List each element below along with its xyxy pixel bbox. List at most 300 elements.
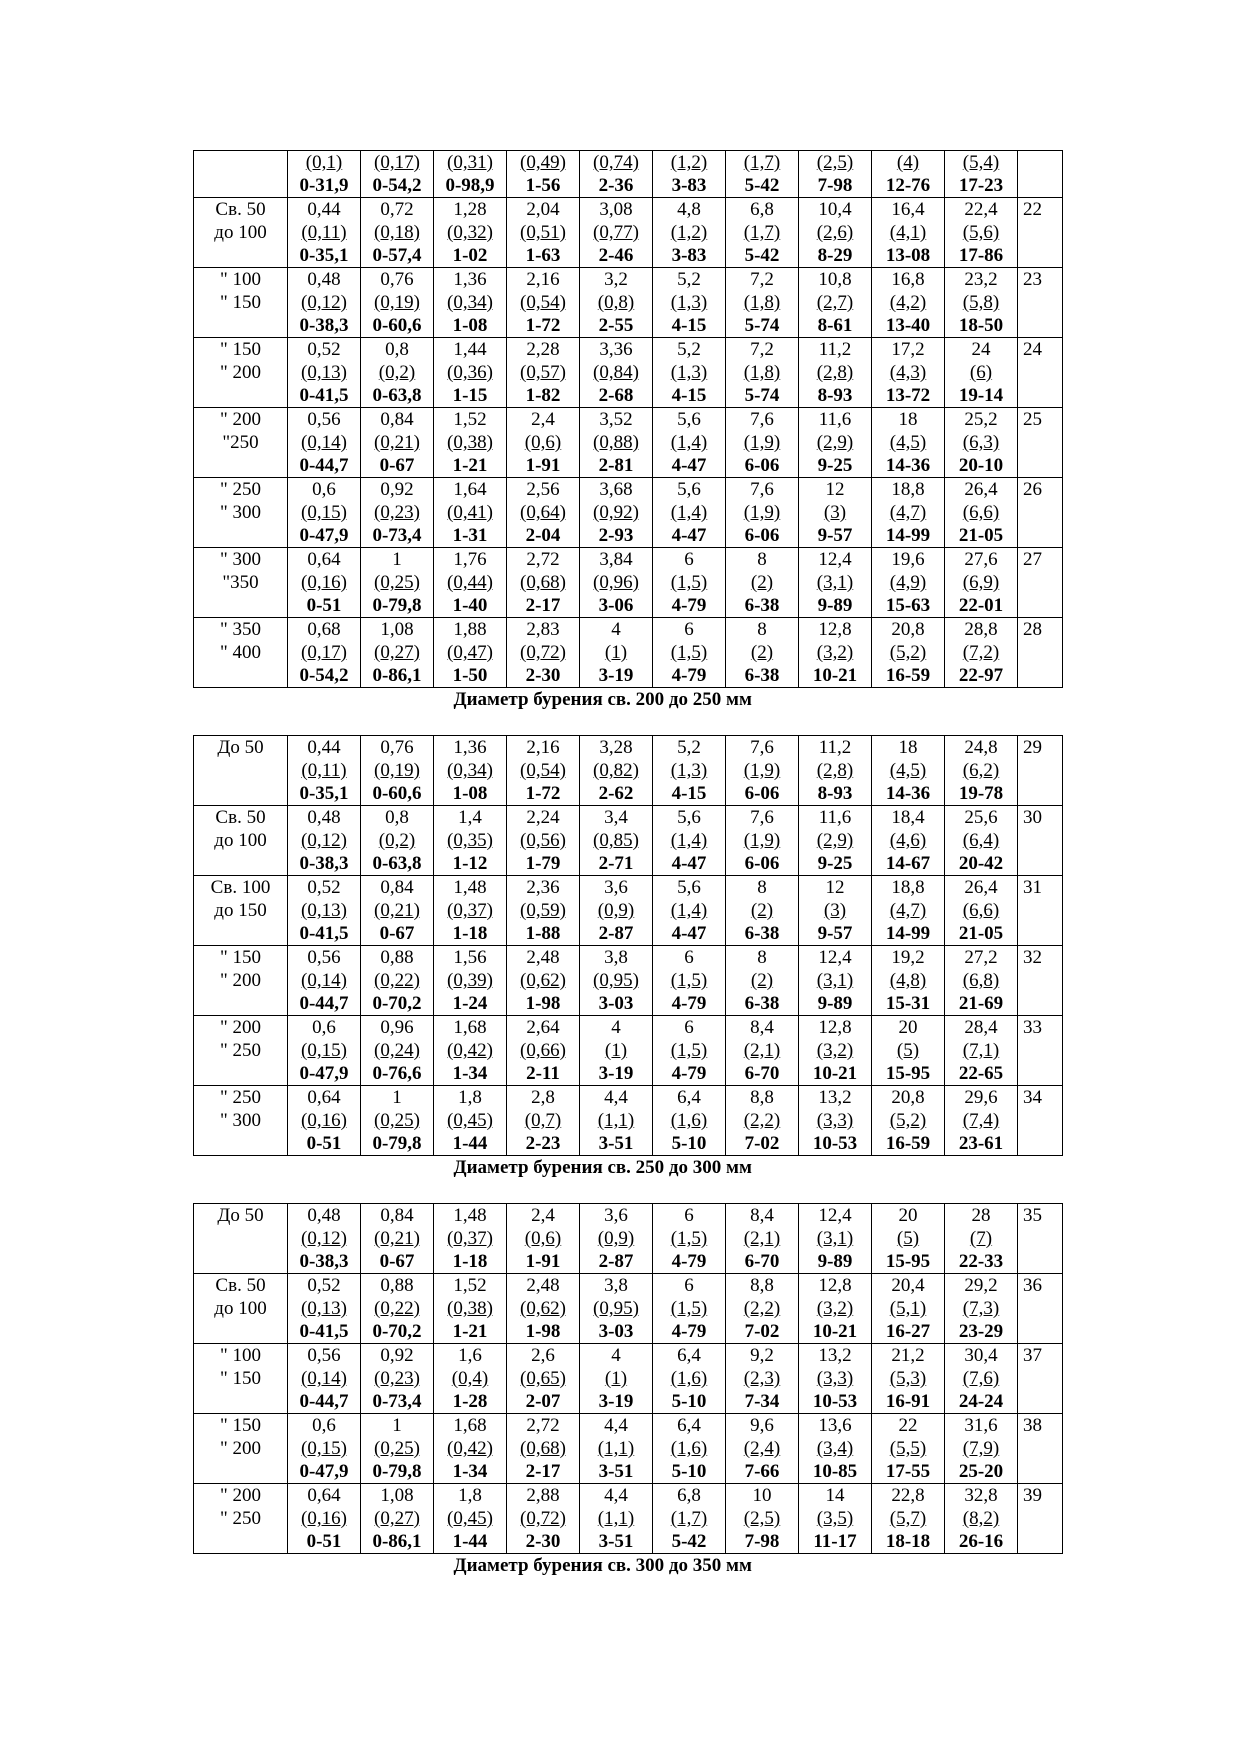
norm-value: 27,6 — [964, 549, 998, 570]
norm-value-secondary: (0,72) — [520, 642, 566, 663]
price-value: 3-19 — [598, 1391, 634, 1412]
norm-value: 8 — [757, 549, 767, 570]
price-value: 16-27 — [885, 1321, 931, 1342]
norm-value-secondary: (0,23) — [374, 502, 420, 523]
price-value: 2-30 — [525, 1531, 561, 1552]
price-value: 3-51 — [598, 1133, 634, 1154]
rate-cell — [288, 1086, 361, 1156]
norm-value-secondary: (1,9) — [743, 432, 781, 453]
rate-cell — [945, 1274, 1018, 1344]
rate-cell — [872, 806, 945, 876]
norm-value: 1,52 — [453, 1275, 487, 1296]
price-value: 0-54,2 — [372, 175, 422, 196]
rate-cell — [288, 1344, 361, 1414]
rate-cell — [507, 548, 580, 618]
rate-cell — [507, 736, 580, 806]
price-value: 0-51 — [306, 1133, 342, 1154]
rate-cell — [580, 268, 653, 338]
norm-value: 1,8 — [458, 1087, 482, 1108]
norm-value: 0,56 — [307, 1345, 341, 1366]
price-value: 6-70 — [744, 1251, 780, 1272]
norm-value-secondary: (1,4) — [670, 830, 708, 851]
price-value: 2-68 — [598, 385, 634, 406]
price-value: 4-47 — [671, 853, 707, 874]
rate-cell — [799, 618, 872, 688]
norm-value: 11,2 — [818, 339, 852, 360]
norm-value-secondary: (0,6) — [524, 432, 562, 453]
norm-value-secondary: (0,64) — [520, 502, 566, 523]
norm-value: 9,6 — [750, 1415, 774, 1436]
norm-value: 17,2 — [891, 339, 925, 360]
norm-value: 7,6 — [750, 409, 774, 430]
price-value: 1-98 — [525, 993, 561, 1014]
range-from: " 100 — [219, 1345, 261, 1366]
norm-value-secondary: (5,8) — [962, 292, 1000, 313]
rate-cell — [653, 408, 726, 478]
price-value: 0-86,1 — [372, 1531, 422, 1552]
rate-cell — [361, 478, 434, 548]
price-value: 5-74 — [744, 385, 780, 406]
table-row — [194, 151, 1063, 198]
price-value: 1-18 — [452, 1251, 488, 1272]
price-value: 0-60,6 — [372, 315, 422, 336]
price-value: 4-15 — [671, 385, 707, 406]
rate-cell — [872, 876, 945, 946]
norm-value: 28,4 — [964, 1017, 998, 1038]
norm-value-secondary: (4,9) — [889, 572, 927, 593]
rate-cell — [507, 946, 580, 1016]
norm-value-secondary: (0,45) — [447, 1508, 493, 1529]
price-value: 0-35,1 — [299, 245, 349, 266]
rate-cell — [945, 1086, 1018, 1156]
range-from: Св. 100 — [210, 877, 271, 898]
range-from: " 150 — [219, 947, 261, 968]
price-value: 3-51 — [598, 1461, 634, 1482]
price-value: 10-53 — [812, 1133, 858, 1154]
rate-cell — [726, 198, 799, 268]
norm-value-secondary: (2,3) — [743, 1368, 781, 1389]
norm-value: 20 — [898, 1017, 918, 1038]
norm-value-secondary: (0,56) — [520, 830, 566, 851]
norm-value-secondary: (0,66) — [520, 1040, 566, 1061]
rate-cell — [726, 1344, 799, 1414]
rate-cell — [580, 478, 653, 548]
norm-value-secondary: (0,45) — [447, 1110, 493, 1131]
norm-value-secondary: (7) — [969, 1228, 993, 1249]
norm-value: 1,4 — [458, 807, 482, 828]
price-value: 1-02 — [452, 245, 488, 266]
rate-cell — [945, 151, 1018, 198]
norm-value-secondary: (2,2) — [743, 1298, 781, 1319]
price-value: 4-47 — [671, 525, 707, 546]
price-value: 17-55 — [885, 1461, 931, 1482]
rate-cell — [507, 151, 580, 198]
norm-value: 14 — [825, 1485, 845, 1506]
price-value: 1-08 — [452, 783, 488, 804]
norm-value-secondary: (1) — [604, 642, 628, 663]
rate-cell — [726, 1086, 799, 1156]
price-value: 4-79 — [671, 1321, 707, 1342]
norm-value: 0,68 — [307, 619, 341, 640]
norm-value-secondary: (1,8) — [743, 362, 781, 383]
price-value: 0-47,9 — [299, 525, 349, 546]
norm-value-secondary: (3,1) — [816, 1228, 854, 1249]
range-to: до 150 — [214, 900, 267, 921]
price-value: 17-86 — [958, 245, 1004, 266]
norm-value: 4,4 — [604, 1485, 628, 1506]
norm-value: 4 — [611, 1017, 621, 1038]
norm-value-secondary: (4,7) — [889, 900, 927, 921]
norm-value-secondary: (0,12) — [301, 830, 347, 851]
price-value: 21-05 — [958, 923, 1004, 944]
range-to: "250 — [222, 432, 259, 453]
norm-value: 2,8 — [531, 1087, 555, 1108]
norm-value: 6,4 — [677, 1345, 701, 1366]
rate-cell — [726, 1016, 799, 1086]
price-value: 6-38 — [744, 665, 780, 686]
norm-value: 22,4 — [964, 199, 998, 220]
price-value: 9-57 — [817, 923, 853, 944]
norm-value: 1,36 — [453, 737, 487, 758]
norm-value-secondary: (1,6) — [670, 1438, 708, 1459]
price-value: 15-95 — [885, 1063, 931, 1084]
price-value: 0-70,2 — [372, 993, 422, 1014]
norm-value: 5,6 — [677, 479, 701, 500]
price-value: 25-20 — [958, 1461, 1004, 1482]
norm-value: 11,6 — [818, 409, 852, 430]
norm-value-secondary: (0,13) — [301, 362, 347, 383]
rate-cell — [507, 618, 580, 688]
rate-cell — [580, 1344, 653, 1414]
norm-value-secondary: (0,13) — [301, 900, 347, 921]
price-value: 2-93 — [598, 525, 634, 546]
range-to: " 250 — [219, 1508, 261, 1529]
norm-value: 0,48 — [307, 269, 341, 290]
norm-value-secondary: (4,8) — [889, 970, 927, 991]
norm-value-secondary: (2,2) — [743, 1110, 781, 1131]
price-value: 1-56 — [525, 175, 561, 196]
rate-cell — [726, 946, 799, 1016]
norm-value-secondary: (0,47) — [447, 642, 493, 663]
price-value: 1-18 — [452, 923, 488, 944]
norm-value-secondary: (0,11) — [301, 760, 347, 781]
norm-value-secondary: (1,1) — [597, 1508, 635, 1529]
norm-value: 5,2 — [677, 269, 701, 290]
price-value: 0-63,8 — [372, 853, 422, 874]
norm-value: 24,8 — [964, 737, 998, 758]
norm-value: 16,4 — [891, 199, 925, 220]
norm-value-secondary: (0,38) — [447, 1298, 493, 1319]
norm-value: 0,6 — [312, 1415, 336, 1436]
rate-cell — [799, 1086, 872, 1156]
row-number: 24 — [1018, 338, 1063, 408]
range-from: " 200 — [219, 409, 261, 430]
price-value: 0-31,9 — [299, 175, 349, 196]
norm-value-secondary: (4,7) — [889, 502, 927, 523]
price-value: 1-21 — [452, 1321, 488, 1342]
price-value: 1-34 — [452, 1063, 488, 1084]
rate-cell — [434, 1274, 507, 1344]
norm-value-secondary: (2) — [750, 572, 774, 593]
price-value: 1-72 — [525, 783, 561, 804]
norm-value-secondary: (2) — [750, 642, 774, 663]
table-row — [194, 1414, 1063, 1484]
price-value: 2-17 — [525, 1461, 561, 1482]
norm-value: 3,52 — [599, 409, 633, 430]
norm-value-secondary: (4,3) — [889, 362, 927, 383]
row-number: 37 — [1018, 1344, 1063, 1414]
rate-cell — [653, 151, 726, 198]
price-value: 13-72 — [885, 385, 931, 406]
rate-cell — [361, 151, 434, 198]
price-value: 0-86,1 — [372, 665, 422, 686]
norm-value-secondary: (0,9) — [597, 900, 635, 921]
norm-value-secondary: (0,54) — [520, 292, 566, 313]
price-value: 11-17 — [813, 1531, 857, 1552]
price-value: 0-38,3 — [299, 1251, 349, 1272]
norm-value-secondary: (0,19) — [374, 760, 420, 781]
range-to: "350 — [222, 572, 259, 593]
rate-cell — [799, 946, 872, 1016]
norm-value-secondary: (0,51) — [520, 222, 566, 243]
price-value: 10-85 — [812, 1461, 858, 1482]
norm-value-secondary: (4,5) — [889, 760, 927, 781]
price-value: 7-98 — [744, 1531, 780, 1552]
norm-value-secondary: (5,4) — [962, 152, 1000, 173]
norm-value: 5,6 — [677, 877, 701, 898]
depth-range-label — [194, 198, 288, 268]
norm-value-secondary: (1,5) — [670, 970, 708, 991]
rate-cell — [288, 618, 361, 688]
price-value: 21-05 — [958, 525, 1004, 546]
norm-value-secondary: (0,68) — [520, 1438, 566, 1459]
table-row — [194, 408, 1063, 478]
price-value: 4-79 — [671, 665, 707, 686]
norm-value-secondary: (1,8) — [743, 292, 781, 313]
price-value: 2-17 — [525, 595, 561, 616]
price-value: 3-83 — [671, 245, 707, 266]
norm-value-secondary: (2,9) — [816, 830, 854, 851]
norm-value: 2,56 — [526, 479, 560, 500]
price-value: 3-06 — [598, 595, 634, 616]
table-row — [194, 618, 1063, 688]
norm-value: 8 — [757, 877, 767, 898]
rate-cell — [872, 1016, 945, 1086]
norm-value: 1,76 — [453, 549, 487, 570]
range-to: до 100 — [214, 222, 267, 243]
norm-value: 27,2 — [964, 947, 998, 968]
table-row — [194, 1086, 1063, 1156]
norm-value: 13,2 — [818, 1087, 852, 1108]
range-from: " 350 — [219, 619, 261, 640]
norm-value: 2,04 — [526, 199, 560, 220]
rate-cell — [434, 1086, 507, 1156]
norm-value: 1,68 — [453, 1017, 487, 1038]
depth-range-label — [194, 338, 288, 408]
rate-cell — [434, 1414, 507, 1484]
price-value: 4-79 — [671, 595, 707, 616]
price-value: 4-15 — [671, 783, 707, 804]
norm-value: 5,6 — [677, 807, 701, 828]
range-to: " 200 — [219, 970, 261, 991]
norm-value: 0,84 — [380, 1205, 414, 1226]
norm-value: 12,4 — [818, 1205, 852, 1226]
norm-value-secondary: (0,16) — [301, 1110, 347, 1131]
norm-value: 6,4 — [677, 1415, 701, 1436]
row-number: 23 — [1018, 268, 1063, 338]
price-value: 6-38 — [744, 923, 780, 944]
norm-value: 0,92 — [380, 1345, 414, 1366]
norm-value-secondary: (1,3) — [670, 362, 708, 383]
left-border-line — [193, 286, 194, 326]
rate-cell — [799, 876, 872, 946]
price-value: 7-34 — [744, 1391, 780, 1412]
norm-value-secondary: (4,2) — [889, 292, 927, 313]
norm-value: 3,28 — [599, 737, 633, 758]
price-value: 13-08 — [885, 245, 931, 266]
price-value: 0-73,4 — [372, 1391, 422, 1412]
norm-value: 3,8 — [604, 947, 628, 968]
norm-value: 1,36 — [453, 269, 487, 290]
norm-value: 2,16 — [526, 269, 560, 290]
rate-cell — [580, 946, 653, 1016]
rate-cell — [288, 1204, 361, 1274]
rate-cell — [872, 338, 945, 408]
rate-cell — [945, 1204, 1018, 1274]
price-value: 9-57 — [817, 525, 853, 546]
depth-range-label — [194, 1086, 288, 1156]
norm-value-secondary: (0,11) — [301, 222, 347, 243]
norm-value-secondary: (1,7) — [670, 1508, 708, 1529]
range-from: До 50 — [217, 737, 264, 758]
norm-value: 13,2 — [818, 1345, 852, 1366]
table-row — [194, 876, 1063, 946]
section-caption: Диаметр бурения св. 300 до 350 мм — [453, 1555, 752, 1576]
norm-value-secondary: (2) — [750, 900, 774, 921]
table-row — [194, 1344, 1063, 1414]
range-to: " 200 — [219, 1438, 261, 1459]
norm-value-secondary: (6,9) — [962, 572, 1000, 593]
norm-value-secondary: (2,9) — [816, 432, 854, 453]
norm-value-secondary: (1,4) — [670, 432, 708, 453]
rate-cell — [653, 1484, 726, 1554]
norm-value-secondary: (0,16) — [301, 1508, 347, 1529]
norm-value: 13,6 — [818, 1415, 852, 1436]
norm-value: 0,52 — [307, 877, 341, 898]
rate-cell — [726, 1204, 799, 1274]
norm-value-secondary: (0,25) — [374, 572, 420, 593]
norm-value-secondary: (5,5) — [889, 1438, 927, 1459]
depth-range-label — [194, 946, 288, 1016]
price-value: 15-95 — [885, 1251, 931, 1272]
norm-value: 2,83 — [526, 619, 560, 640]
rate-cell — [872, 408, 945, 478]
price-value: 1-40 — [452, 595, 488, 616]
rate-cell — [580, 198, 653, 268]
norm-value-secondary: (1,5) — [670, 1298, 708, 1319]
norm-value-secondary: (5,7) — [889, 1508, 927, 1529]
rate-cell — [726, 876, 799, 946]
range-to: " 300 — [219, 502, 261, 523]
norm-value: 1,08 — [380, 619, 414, 640]
rate-cell — [945, 548, 1018, 618]
norm-value: 3,6 — [604, 1205, 628, 1226]
norm-value-secondary: (5,2) — [889, 642, 927, 663]
rate-cell — [580, 1016, 653, 1086]
rate-cell — [434, 1016, 507, 1086]
rate-cell — [507, 806, 580, 876]
norm-value-secondary: (3) — [823, 502, 847, 523]
rate-cell — [361, 198, 434, 268]
norm-value: 0,8 — [385, 807, 409, 828]
rate-cell — [507, 478, 580, 548]
norm-value: 12,8 — [818, 1017, 852, 1038]
price-value: 2-87 — [598, 923, 634, 944]
table-row — [194, 1016, 1063, 1086]
norm-value-secondary: (1) — [604, 1368, 628, 1389]
rate-cell — [726, 268, 799, 338]
norm-value-secondary: (0,62) — [520, 970, 566, 991]
norm-value-secondary: (2,1) — [743, 1040, 781, 1061]
price-value: 10-21 — [812, 1321, 858, 1342]
rate-cell — [580, 1086, 653, 1156]
norm-value: 12 — [825, 479, 845, 500]
norm-value-secondary: (0,25) — [374, 1110, 420, 1131]
range-from: Св. 50 — [215, 1275, 266, 1296]
rate-cell — [653, 338, 726, 408]
price-value: 0-44,7 — [299, 993, 349, 1014]
norm-value-secondary: (5,6) — [962, 222, 1000, 243]
rate-cell — [288, 1484, 361, 1554]
depth-range-label — [194, 548, 288, 618]
price-value: 1-31 — [452, 525, 488, 546]
norm-value-secondary: (0,22) — [374, 1298, 420, 1319]
depth-range-label — [194, 478, 288, 548]
norm-value: 6 — [684, 1017, 694, 1038]
price-value: 1-21 — [452, 455, 488, 476]
norm-value: 0,56 — [307, 409, 341, 430]
price-value: 0-44,7 — [299, 455, 349, 476]
norm-value: 2,48 — [526, 947, 560, 968]
price-value: 2-71 — [598, 853, 634, 874]
norm-value-secondary: (3,1) — [816, 572, 854, 593]
norm-value: 0,92 — [380, 479, 414, 500]
norm-value: 1,68 — [453, 1415, 487, 1436]
price-value: 0-47,9 — [299, 1063, 349, 1084]
norm-value: 4 — [611, 1345, 621, 1366]
norm-value: 2,36 — [526, 877, 560, 898]
row-number: 33 — [1018, 1016, 1063, 1086]
rate-cell — [288, 1414, 361, 1484]
norm-value: 0,64 — [307, 1087, 341, 1108]
norm-value: 23,2 — [964, 269, 998, 290]
rate-cell — [945, 618, 1018, 688]
norm-value-secondary: (0,54) — [520, 760, 566, 781]
price-value: 26-16 — [958, 1531, 1004, 1552]
norm-value: 3,08 — [599, 199, 633, 220]
norm-value: 19,6 — [891, 549, 925, 570]
rate-cell — [507, 198, 580, 268]
section-caption-row — [194, 1156, 1063, 1180]
price-value: 2-04 — [525, 525, 561, 546]
rate-cell — [434, 876, 507, 946]
norm-value: 7,6 — [750, 737, 774, 758]
price-value: 2-62 — [598, 783, 634, 804]
rate-cell — [872, 1414, 945, 1484]
range-from: " 100 — [219, 269, 261, 290]
rate-cell — [361, 268, 434, 338]
norm-value: 3,68 — [599, 479, 633, 500]
